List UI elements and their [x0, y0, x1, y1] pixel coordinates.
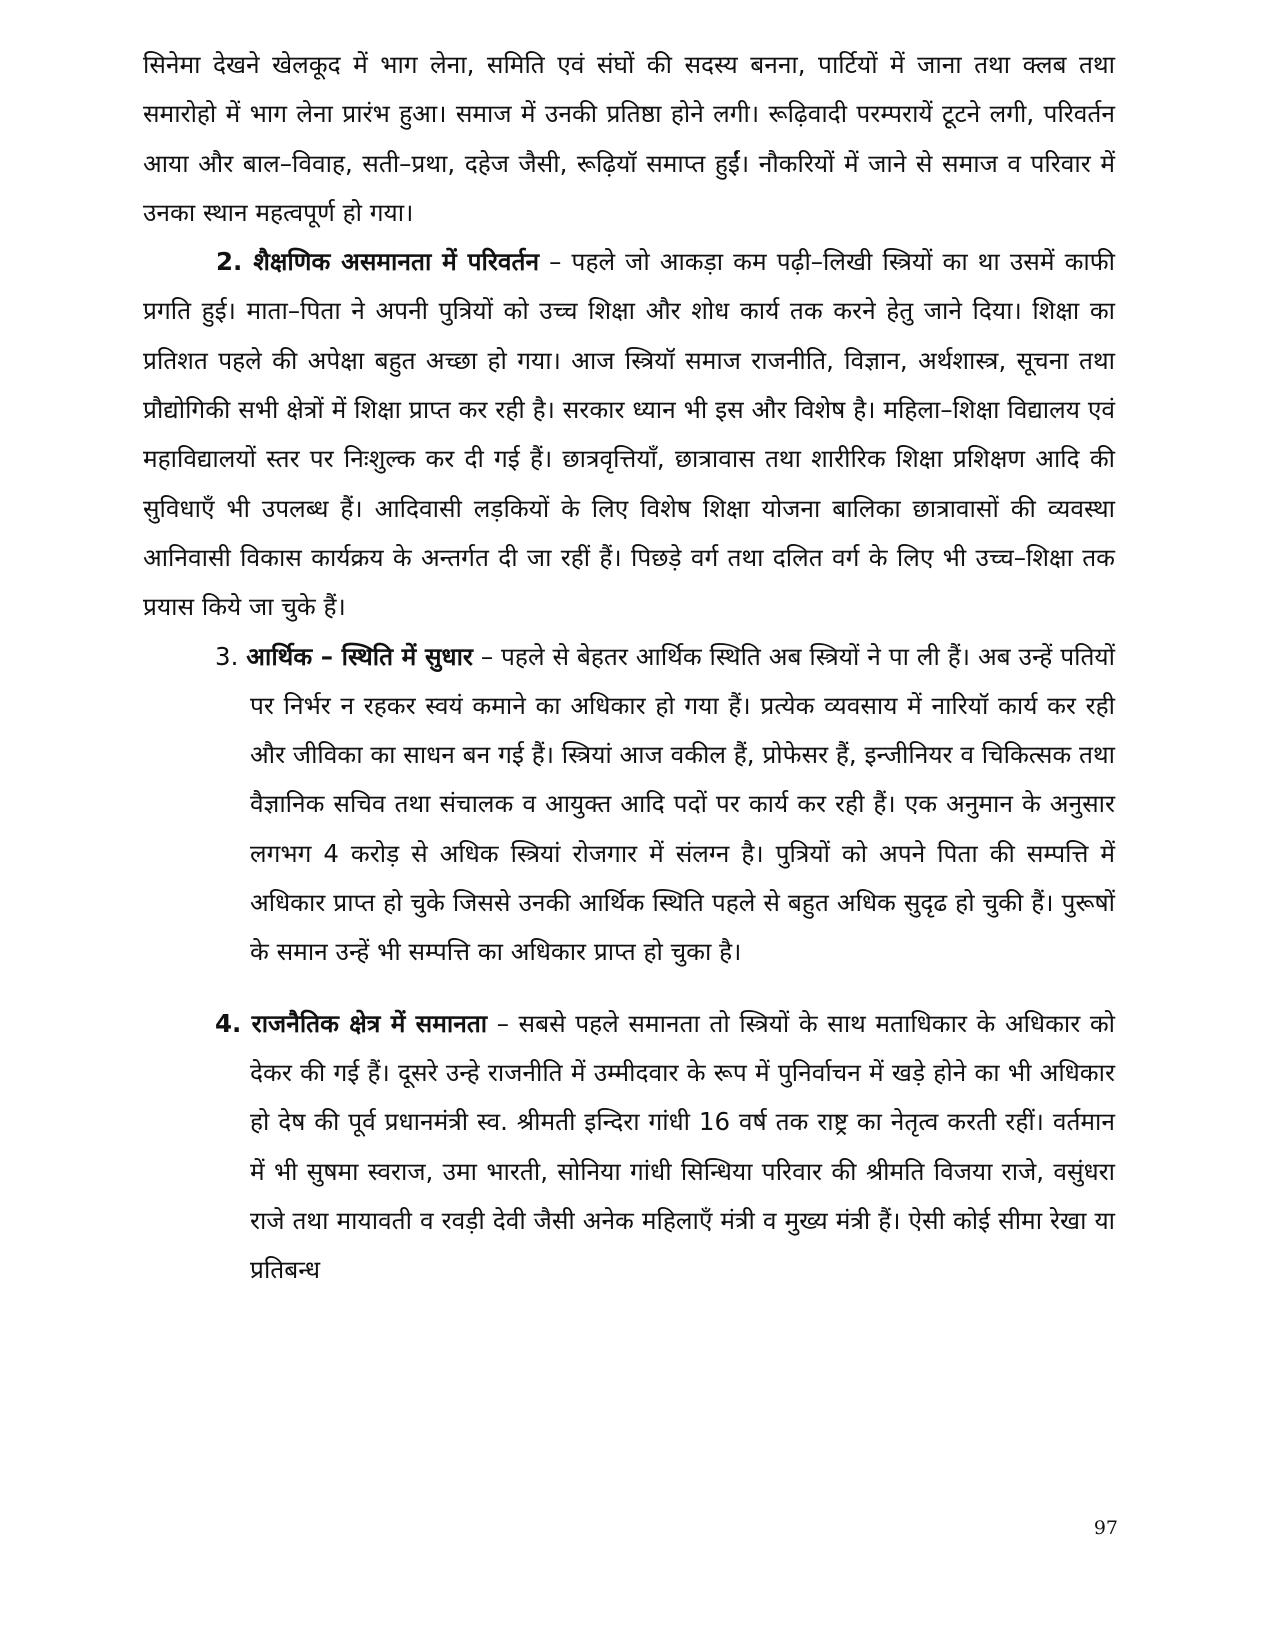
paragraph-political-equality [215, 999, 1116, 1295]
paragraph-educational-equality [143, 237, 1115, 631]
indented-sections [143, 632, 1115, 1295]
section-heading: आर्थिक – स्थिति में सुधार [246, 641, 473, 671]
page-number: 97 [1093, 1517, 1118, 1539]
paragraph-economic-improvement [215, 632, 1115, 977]
paragraph-social-change [143, 40, 1115, 237]
paragraph-text: – पहले से बेहतर आर्थिक स्थिति अब स्त्रियों ने पा ली हैं। अब उन्हें पतियों पर निर्भर न रहकर स्वयं कमाने का अधिकार हो गया हैं। प्रत्येक व्यवसाय में नारियॉ कार्य कर रही और जीविका का साधन बन गई हैं। स्त्रियां आज वकील हैं, प्रोफेसर हैं, इन्जीनियर व चिकित्सक तथा वैज्ञानिक सचिव तथा संचालक व आयुक्त आदि पदों पर कार्य कर रही हैं। एक अनुमान के अनुसार लगभग 4 करोड़ से अधिक स्त्रियां रोजगार में संलग्न है। पुत्रियों को अपने पिता की सम्पत्ति में अधिकार प्राप्त हो चुके जिससे उनकी आर्थिक स्थिति पहले से बहुत अधिक सुदृढ हो चुकी हैं। पुरूषों के समान उन्हें भी सम्पत्ति का अधिकार प्राप्त हो चुका है। [250, 641, 1115, 967]
paragraph-text: सिनेमा देखने खेलकूद में भाग लेना, समिति एवं संघों की सदस्य बनना, पार्टियों में जाना तथा क्लब तथा समारोहो में भाग लेना प्रारंभ हुआ। समाज में उनकी प्रतिष्ठा होने लगी। रूढ़िवादी परम्परायें टूटने लगी, परिवर्तन आया और बाल–विवाह, सती–प्रथा, दहेज जैसी, रूढ़ियॉ समाप्त हुईं। नौकरियों में जाने से समाज व परिवार में उनका स्थान महत्वपूर्ण हो गया। [143, 50, 1115, 227]
section-heading: 2. शैक्षणिक असमानता में परिवर्तन [216, 247, 540, 277]
paragraph-text: – सबसे पहले समानता तो स्त्रियों के साथ मताधिकार के अधिकार को देकर की गई हैं। दूसरे उन्हे राजनीति में उम्मीदवार के रूप में पुनिर्वाचन में खड़े होने का भी अधिकार हो देष की पूर्व प्रधानमंत्री स्व. श्रीमती इन्दिरा गांधी 16 वर्ष तक राष्ट्र का नेतृत्व करती रहीं। वर्तमान में भी सुषमा स्वराज, उमा भारती, सोनिया गांधी सिन्धिया परिवार की श्रीमति विजया राजे, वसुंधरा राजे तथा मायावती व रवड़ी देवी जैसी अनेक महिलाएँ मंत्री व मुख्य मंत्री हैं। ऐसी कोई सीमा रेखा या प्रतिबन्ध [250, 1008, 1116, 1285]
paragraph-text: – पहले जो आकड़ा कम पढ़ी–लिखी स्त्रियों का था उसमें काफी प्रगति हुई। माता–पिता ने अपनी पुत्रियों को उच्च शिक्षा और शोध कार्य तक करने हेतु जाने दिया। शिक्षा का प्रतिशत पहले की अपेक्षा बहुत अच्छा हो गया। आज स्त्रियॉ समाज राजनीति, विज्ञान, अर्थशास्त्र, सूचना तथा प्रौद्योगिकी सभी क्षेत्रों में शिक्षा प्राप्त कर रही है। सरकार ध्यान भी इस और विशेष है। महिला–शिक्षा विद्यालय एवं महाविद्यालयों स्तर पर निःशुल्क कर दी गई हैं। छात्रवृत्तियाँ, छात्रावास तथा शारीरिक शिक्षा प्रशिक्षण आदि की सुविधाएँ भी उपलब्ध हैं। आदिवासी लड़कियों के लिए विशेष शिक्षा योजना बालिका छात्रावासों की व्यवस्था आनिवासी विकास कार्यक्रय के अन्तर्गत दी जा रहीं हैं। पिछड़े वर्ग तथा दलित वर्ग के लिए भी उच्च–शिक्षा तक प्रयास किये जा चुके हैं। [143, 247, 1115, 622]
section-heading: 4. राजनैतिक क्षेत्र में समानता [215, 1008, 488, 1038]
page-body [143, 40, 1115, 1294]
section-number: 3. [215, 641, 239, 671]
